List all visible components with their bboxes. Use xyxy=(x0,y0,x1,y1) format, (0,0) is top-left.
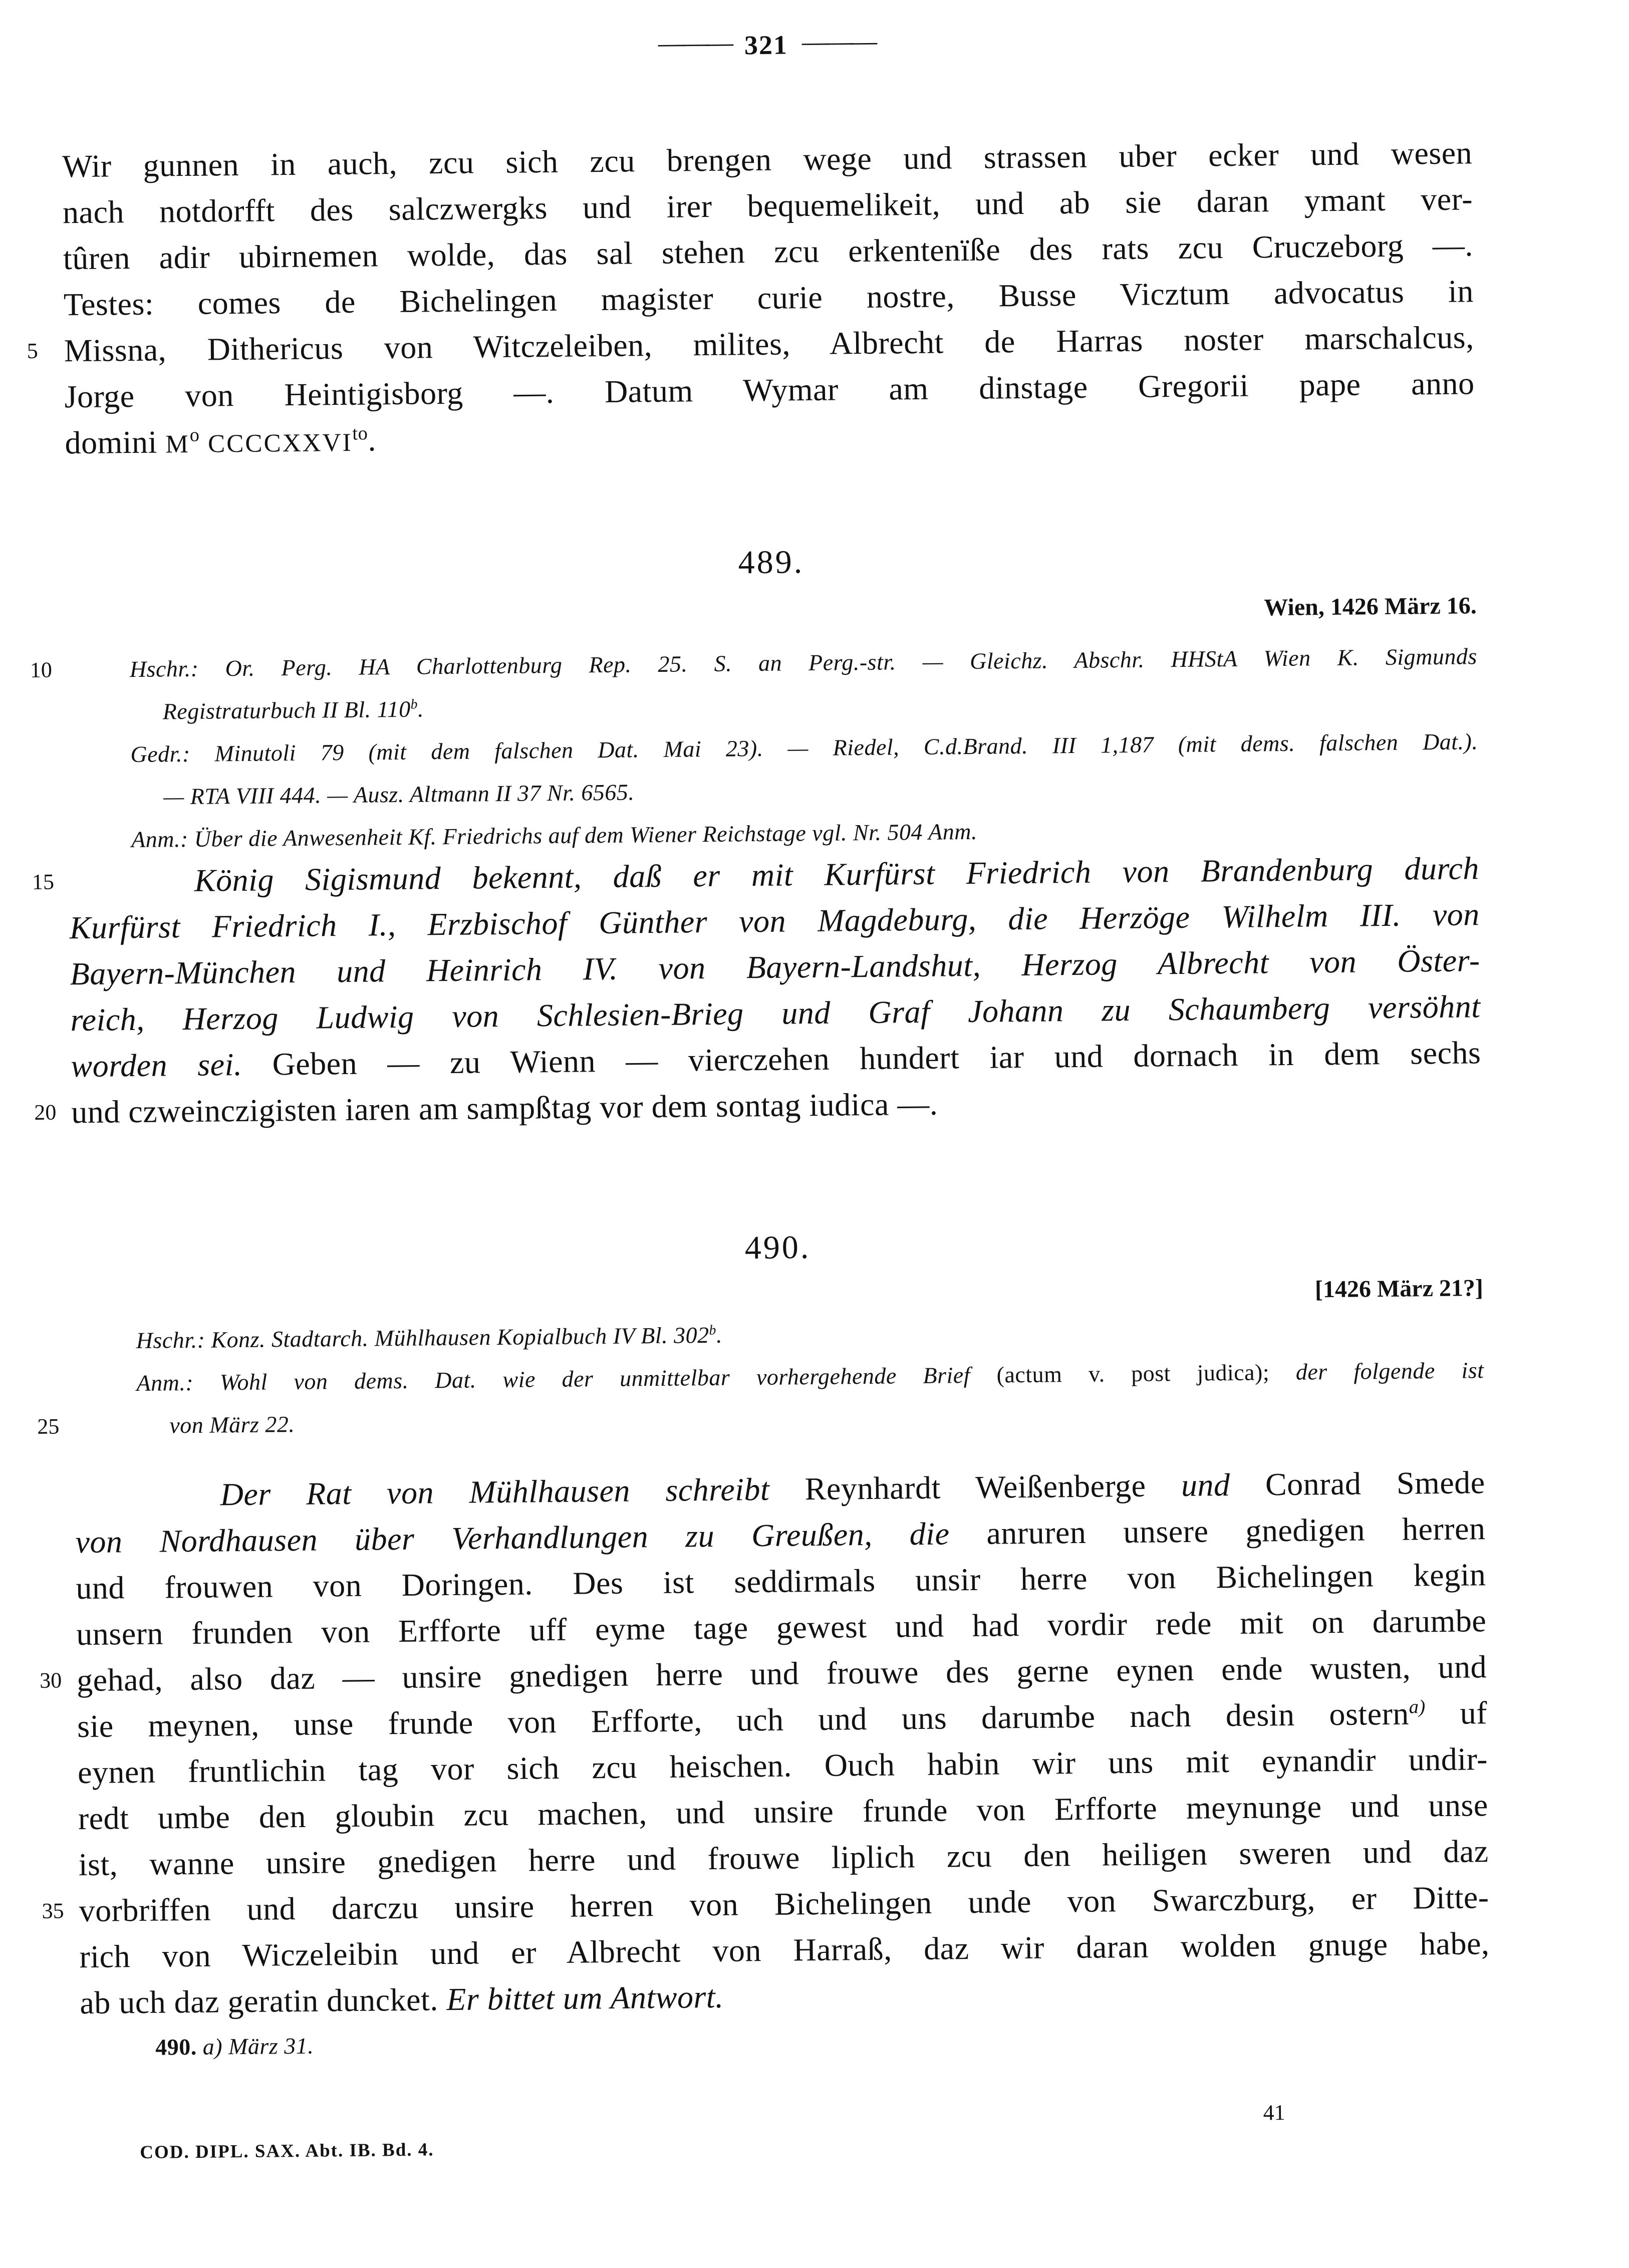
page-number: 321 xyxy=(744,30,788,61)
text-segment: vorbriffen und darczu unsire herren von Bichelingen unde von Swarczburg, er Ditte- xyxy=(79,1879,1489,1929)
sheet-signature-number: 41 xyxy=(1263,2100,1285,2125)
text-segment: anruren unsere gnedigen herren xyxy=(986,1510,1486,1551)
text-segment: uf xyxy=(1425,1695,1488,1731)
text-segment: Kurfürst Friedrich I., Erzbischof Günther von Magdeburg, die Herzöge Wilhelm III. von xyxy=(69,896,1480,946)
text-segment: ab uch daz geratin duncket. xyxy=(80,1981,447,2021)
text-segment: sie meynen, unse frunde von Erfforte, uch und uns darumbe nach desin ostern xyxy=(77,1695,1410,1744)
text-segment: Hschr.: Or. Perg. HA Charlottenburg Rep. 25. S. an Perg.-str. — Gleichz. Abschr. HHStA Wien K. Sigmunds xyxy=(129,643,1477,682)
entry-489-summary xyxy=(32,845,1481,1135)
text-segment: von März 22. xyxy=(169,1411,295,1438)
text-segment: reich, Herzog Ludwig von Schlesien-Brieg und Graf Johann zu Schaumberg versöhnt xyxy=(70,988,1481,1038)
text-segment: . xyxy=(417,696,424,722)
text-segment: eynen fruntlichin tag vor sich zcu heischen. Ouch habin wir uns mit eynandir undir- xyxy=(77,1741,1488,1791)
text-segment: tûren adir ubirnemen wolde, das sal stehen zcu erkentenïße des rats zcu Cruczeborg —. xyxy=(63,227,1474,277)
margin-line-number: 30 xyxy=(39,1668,62,1693)
text-segment: und frouwen von Doringen. Des ist seddirmals unsir herre von Bichelingen kegin xyxy=(76,1557,1486,1606)
text-segment: und xyxy=(1181,1466,1266,1503)
text-segment: b xyxy=(410,696,418,712)
entry-489-number: 489. xyxy=(738,544,804,581)
text-segment: Er bittet um Antwort. xyxy=(446,1978,724,2018)
margin-line-number: 5 xyxy=(27,338,38,364)
entry-489-date: Wien, 1426 März 16. xyxy=(1264,592,1477,621)
text-segment: und czweinczigisten iaren am sampßtag vor dem sontag iudica —. xyxy=(71,1086,938,1130)
text-segment: worden sei. xyxy=(71,1046,273,1084)
text-segment: Registraturbuch II Bl. 110 xyxy=(162,696,411,724)
text-segment: der folgende ist xyxy=(1269,1357,1484,1385)
text-segment: König Sigismund bekennt, daß er mit Kurfürst Friedrich von Brandenburg durch xyxy=(194,850,1480,898)
text-segment xyxy=(199,424,208,459)
text-segment: Wir gunnen in auch, zcu sich zcu brengen wege und strassen uber ecker und wesen xyxy=(62,135,1473,184)
header-rule-left: ——— xyxy=(658,27,731,58)
text-segment: Conrad Smede xyxy=(1265,1464,1485,1502)
text-line xyxy=(80,2020,1490,2063)
entry-489-apparatus xyxy=(30,635,1479,861)
text-segment: — RTA VIII 444. — Ausz. Altmann II 37 Nr. 6565. xyxy=(163,779,635,810)
text-segment: (actum v. post judica); xyxy=(996,1359,1270,1388)
text-segment: Geben — zu Wienn — vierczehen hundert iar und dornach in dem sechs xyxy=(272,1035,1481,1082)
entry-490-date: [1426 März 21?] xyxy=(1314,1275,1484,1303)
text-segment: b xyxy=(709,1322,716,1338)
text-segment: domini xyxy=(65,424,166,461)
text-segment: 490. xyxy=(155,2034,197,2060)
text-segment: Anm.: Über die Anwesenheit Kf. Friedrichs auf dem Wiener Reichstage vgl. Nr. 504 Anm. xyxy=(131,818,978,853)
entry-490-body xyxy=(39,1459,1490,2026)
text-segment: to xyxy=(352,423,368,444)
text-segment: gehad, also daz — unsire gnedigen herre und frouwe des gerne eynen ende wusten, und xyxy=(76,1649,1487,1698)
text-segment: nach notdorfft des salczwergks und irer bequemelikeit, und ab sie daran ymant ver- xyxy=(62,181,1473,230)
text-segment: Testes: comes de Bichelingen magister curie nostre, Busse Vicztum advocatus in xyxy=(63,273,1474,323)
footnote xyxy=(80,2020,1490,2063)
text-segment: Hschr.: Konz. Stadtarch. Mühlhausen Kopialbuch IV Bl. 302 xyxy=(136,1322,709,1354)
text-segment: Reynhardt Weißenberge xyxy=(804,1467,1182,1507)
entry-490-apparatus xyxy=(37,1306,1484,1447)
text-segment: . xyxy=(716,1322,723,1348)
text-segment: ist, wanne unsire gnedigen herre und frouwe liplich zcu den heiligen sweren und daz xyxy=(78,1833,1489,1883)
margin-line-number: 35 xyxy=(42,1898,64,1923)
text-segment: Bayern-München und Heinrich IV. von Bayern-Landshut, Herzog Albrecht von Öster- xyxy=(70,942,1480,992)
text-segment: rich von Wiczeleibin und er Albrecht von Harraß, daz wir daran wolden gnuge habe, xyxy=(79,1925,1490,1975)
margin-line-number: 25 xyxy=(37,1414,60,1439)
text-segment: Anm.: Wohl von dems. Dat. wie der unmittelbar vorhergehende Brief xyxy=(136,1362,997,1396)
text-segment: Jorge von Heintigisborg —. Datum Wymar am dinstage Gregorii pape anno xyxy=(64,365,1475,415)
intro-paragraph xyxy=(27,130,1475,468)
text-segment: a) März 31. xyxy=(196,2033,314,2060)
text-segment: o xyxy=(189,424,200,446)
text-segment: M xyxy=(165,429,190,459)
text-segment: CCCCXXVI xyxy=(207,428,353,458)
text-segment: redt umbe den gloubin zcu machen, und unsire frunde von Erfforte meynunge und unse xyxy=(78,1787,1489,1837)
text-segment: . xyxy=(368,422,377,458)
entry-490-number: 490. xyxy=(744,1229,811,1267)
margin-line-number: 15 xyxy=(32,869,55,894)
text-segment: Der Rat von Mühlhausen schreibt xyxy=(220,1471,805,1513)
series-imprint: COD. DIPL. SAX. Abt. IB. Bd. 4. xyxy=(140,2139,434,2163)
text-segment: von Nordhausen über Verhandlungen zu Greußen, die xyxy=(75,1515,987,1560)
header-rule-right: ——— xyxy=(801,26,875,57)
page-header xyxy=(61,23,1471,67)
margin-line-number: 20 xyxy=(34,1100,57,1125)
margin-line-number: 10 xyxy=(30,657,53,682)
text-segment: Missna, Dithericus von Witczeleiben, milites, Albrecht de Harras noster marschalcus, xyxy=(64,319,1474,369)
text-segment: unsern frunden von Erfforte uff eyme tage gewest und had vordir rede mit on darumbe xyxy=(76,1603,1487,1652)
text-segment: Gedr.: Minutoli 79 (mit dem falschen Dat. Mai 23). — Riedel, C.d.Brand. III 1,187 (mit dems. falschen Dat.). xyxy=(130,728,1478,768)
text-segment: a) xyxy=(1409,1696,1426,1718)
